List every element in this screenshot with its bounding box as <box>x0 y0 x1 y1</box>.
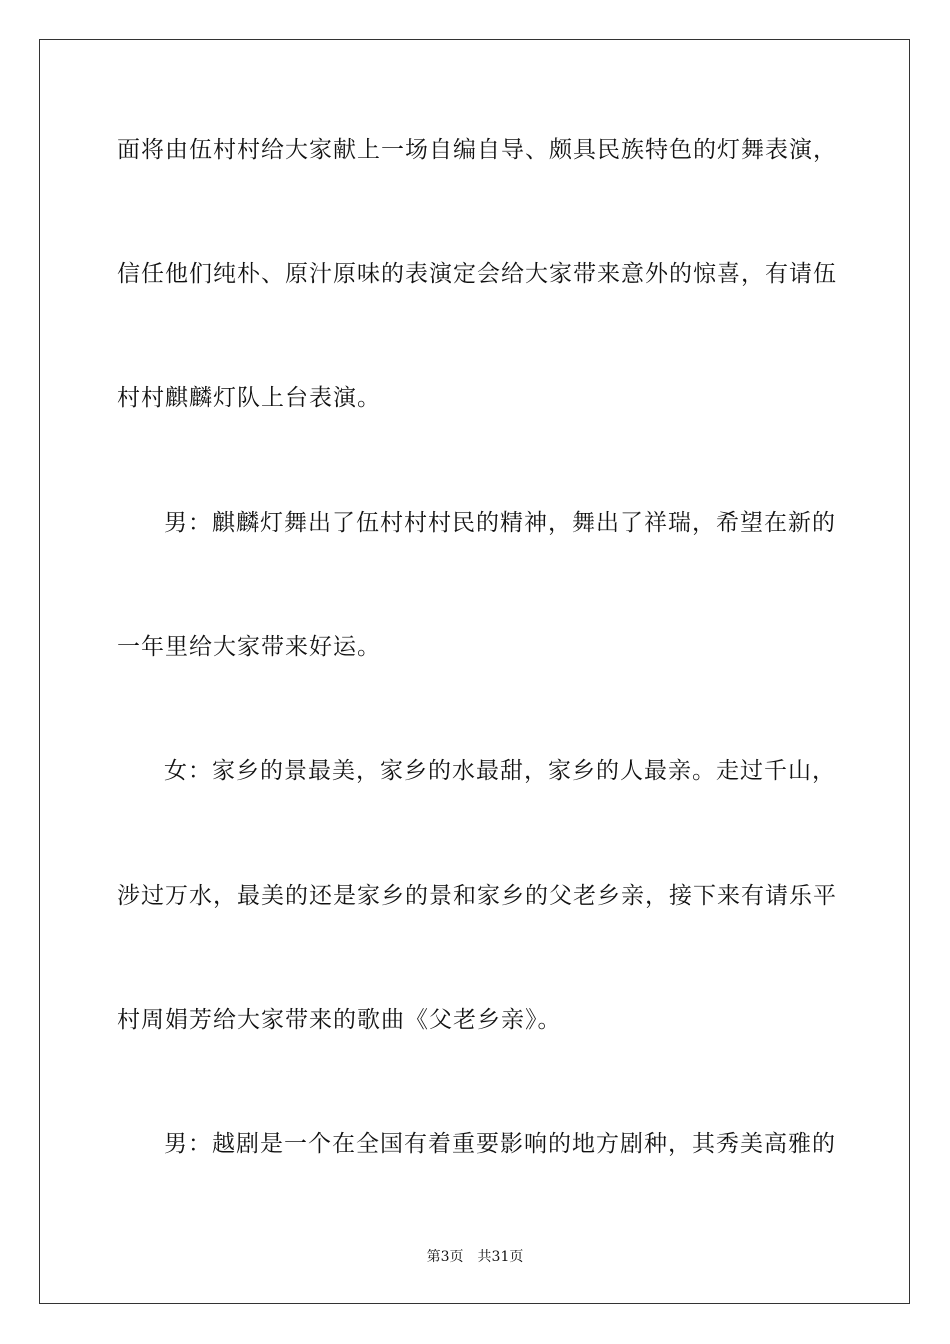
paragraph-line: 村周娟芳给大家带来的歌曲《父老乡亲》。 <box>117 1007 562 1033</box>
paragraph-line: 村村麒麟灯队上台表演。 <box>117 385 381 411</box>
page-footer <box>0 1248 950 1266</box>
page-total: 共31页 <box>477 1249 524 1265</box>
page-number: 第3页 <box>426 1249 464 1265</box>
paragraph-line: 一年里给大家带来好运。 <box>117 634 381 660</box>
paragraph-line: 信任他们纯朴、原汁原味的表演定会给大家带来意外的惊喜，有请伍 <box>117 261 837 287</box>
paragraph-line: 面将由伍村村给大家献上一场自编自导、颇具民族特色的灯舞表演， <box>117 137 837 163</box>
page-border <box>39 39 910 1304</box>
paragraph-line: 男：越剧是一个在全国有着重要影响的地方剧种，其秀美高雅的 <box>164 1131 836 1157</box>
paragraph-line: 女：家乡的景最美，家乡的水最甜，家乡的人最亲。走过千山， <box>164 758 836 784</box>
paragraph-line: 涉过万水，最美的还是家乡的景和家乡的父老乡亲，接下来有请乐平 <box>117 883 837 909</box>
paragraph-line: 男：麒麟灯舞出了伍村村村民的精神，舞出了祥瑞，希望在新的 <box>164 510 836 536</box>
